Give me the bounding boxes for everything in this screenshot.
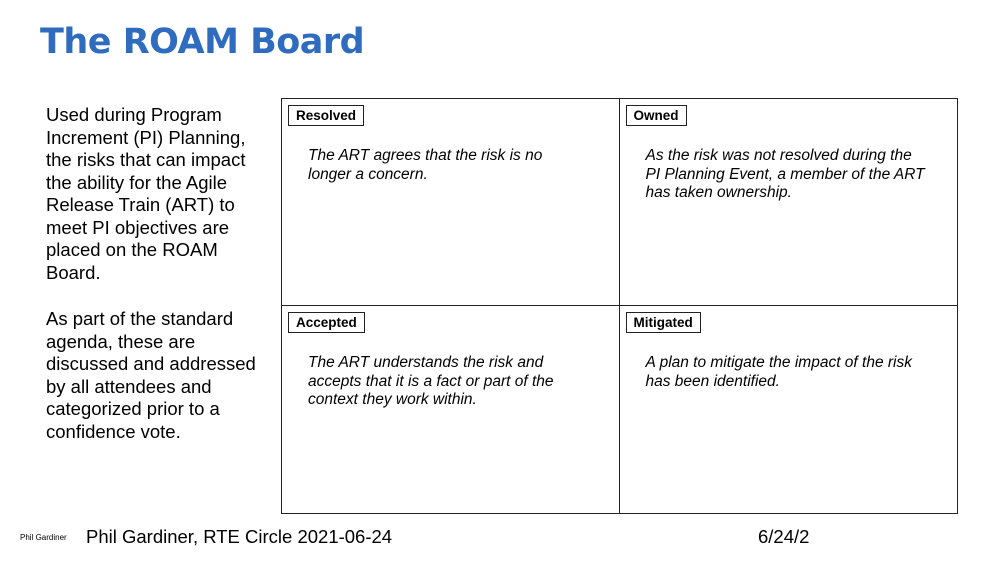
roam-board <box>281 98 958 514</box>
quadrant-resolved <box>282 99 620 306</box>
owned-description: As the risk was not resolved during the PI Planning Event, a member of the ART has taken ownership. <box>645 147 925 201</box>
accepted-label: Accepted <box>288 312 365 333</box>
footer-text: Phil Gardiner, RTE Circle 2021-06-24 <box>86 526 393 547</box>
accepted-description: The ART understands the risk and accepts that it is a fact or part of the context they work within. <box>308 354 554 408</box>
intro-paragraph-2: As part of the standard agenda, these are discussed and addressed by all attendees and categorized prior to a confidence vote. <box>46 308 256 442</box>
owned-label: Owned <box>626 105 687 126</box>
quadrant-owned <box>620 99 958 306</box>
footer-author-small: Phil Gardiner <box>20 533 67 542</box>
slide-title: The ROAM Board <box>40 22 365 62</box>
footer-date: 6/24/2 <box>758 526 810 547</box>
intro-text <box>46 104 261 467</box>
mitigated-label: Mitigated <box>626 312 701 333</box>
resolved-description: The ART agrees that the risk is no longer a concern. <box>308 147 543 183</box>
resolved-label: Resolved <box>288 105 364 126</box>
quadrant-mitigated <box>620 306 958 513</box>
quadrant-accepted <box>282 306 620 513</box>
mitigated-description: A plan to mitigate the impact of the risk has been identified. <box>645 354 912 390</box>
intro-paragraph-1: Used during Program Increment (PI) Planning, the risks that can impact the ability for the Agile Release Train (ART) to meet PI objectives are placed on the ROAM Board. <box>46 104 246 283</box>
